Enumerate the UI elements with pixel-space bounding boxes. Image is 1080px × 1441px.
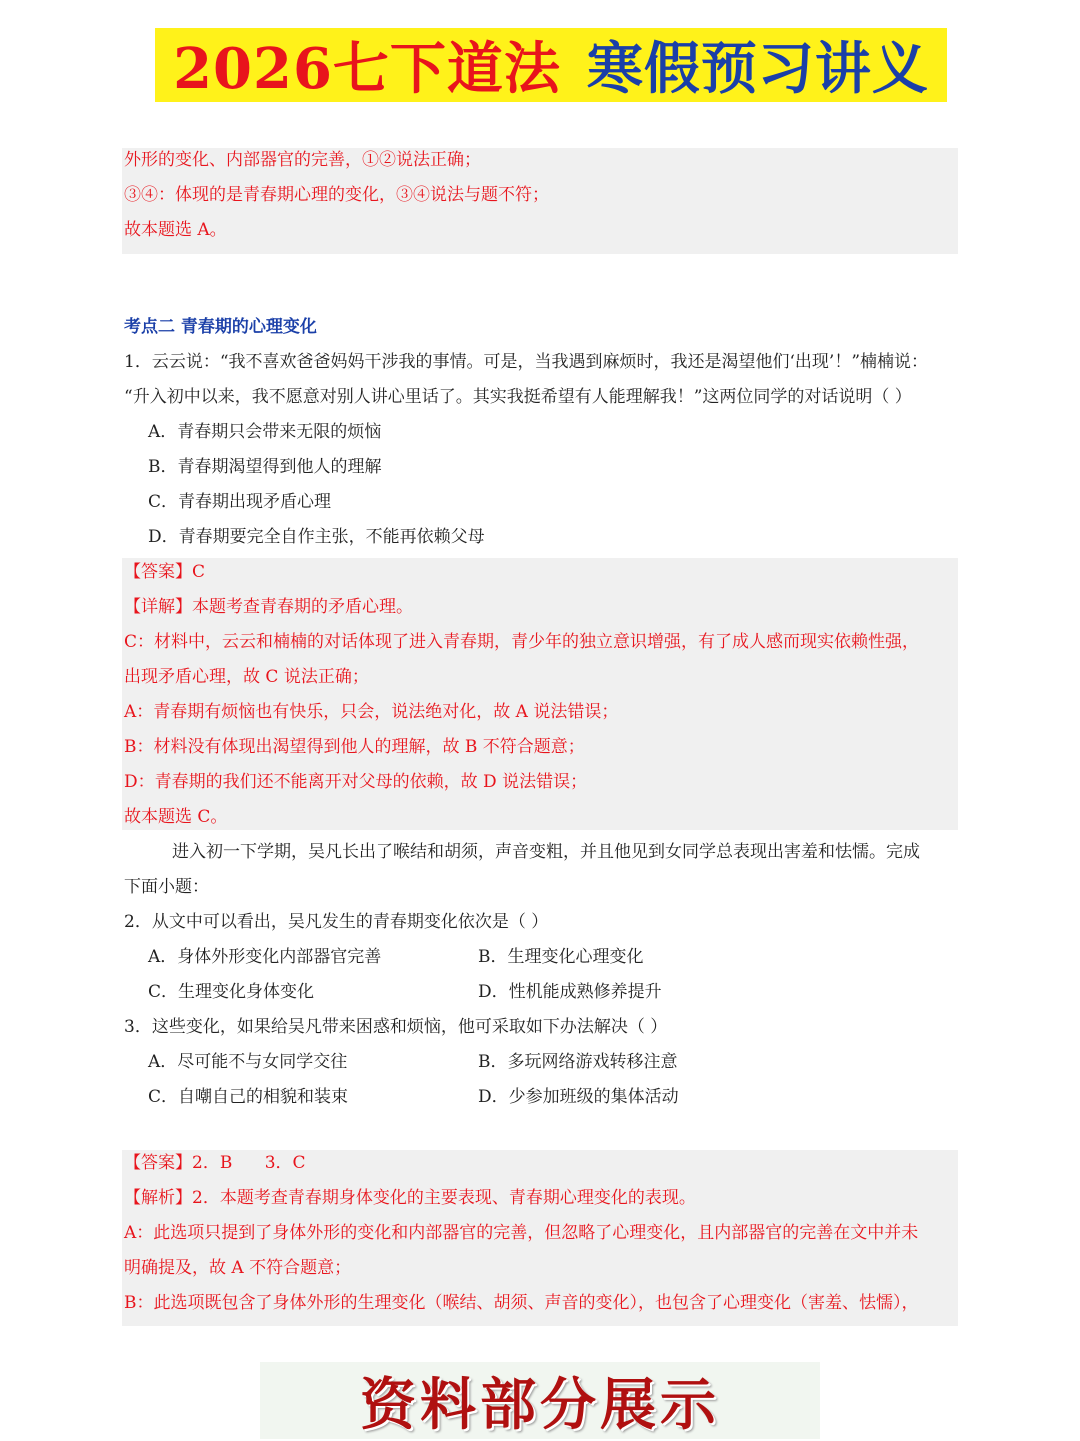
q3-option-a: A．尽可能不与女同学交往 [148, 1052, 348, 1072]
q1-detail [124, 595, 413, 619]
q2-option-d: D．性机能成熟修养提升 [478, 982, 662, 1002]
footer-banner [260, 1362, 820, 1439]
q3-option-b: B．多玩网络游戏转移注意 [478, 1052, 678, 1072]
answer-label: 【答案】 [124, 1153, 192, 1173]
passage-text: 下面小题： [124, 877, 209, 897]
header-title-blue: 寒假预习讲义 [586, 36, 929, 102]
q2-option-b: B．生理变化心理变化 [478, 947, 644, 967]
answer-value: C [192, 562, 206, 582]
q23-answer [124, 1151, 306, 1175]
header-title-red: 2026七下道法 [173, 36, 561, 102]
q2-option-a: A．身体外形变化内部器官完善 [148, 947, 382, 967]
analysis-text: 2．本题考查青春期身体变化的主要表现、青春期心理变化的表现。 [192, 1188, 696, 1208]
q3-option-c: C．自嘲自己的相貌和装束 [148, 1087, 349, 1107]
explain-line: 外形的变化、内部器官的完善，①②说法正确； [124, 150, 481, 170]
q1-explain-line: 故本题选 C。 [124, 807, 228, 827]
q1-answer [124, 560, 205, 584]
q1-option-c: C．青春期出现矛盾心理 [148, 492, 332, 512]
q1-option-a: A．青春期只会带来无限的烦恼 [148, 422, 382, 442]
analysis-label: 【解析】 [124, 1188, 192, 1208]
explain-line: 故本题选 A。 [124, 220, 227, 240]
q3-stem: 3．这些变化，如果给吴凡带来困惑和烦恼，他可采取如下办法解决（ ） [124, 1017, 668, 1037]
q1-explain-line: B：材料没有体现出渴望得到他人的理解，故 B 不符合题意； [124, 737, 585, 757]
q23-analysis [124, 1186, 696, 1210]
q1-stem: 1．云云说：“我不喜欢爸爸妈妈干涉我的事情。可是，当我遇到麻烦时，我还是渴望他们‘出现’！”楠楠说： [124, 352, 929, 372]
q23-explain-line: B：此选项既包含了身体外形的生理变化（喉结、胡须、声音的变化），也包含了心理变化（害羞、怯懦）， [124, 1293, 919, 1313]
answer-label: 【答案】 [124, 562, 192, 582]
q1-explain-line: 出现矛盾心理，故 C 说法正确； [124, 667, 369, 687]
q23-explain-line: A：此选项只提到了身体外形的变化和内部器官的完善，但忽略了心理变化，且内部器官的完善在文中并未 [124, 1223, 919, 1243]
answer-value: 2．B 3．C [192, 1153, 306, 1173]
q23-explain-line: 明确提及，故 A 不符合题意； [124, 1258, 352, 1278]
passage-text: 进入初一下学期，吴凡长出了喉结和胡须，声音变粗，并且他见到女同学总表现出害羞和怯懦。完成 [172, 842, 920, 862]
q2-option-c: C．生理变化身体变化 [148, 982, 315, 1002]
q1-option-b: B．青春期渴望得到他人的理解 [148, 457, 382, 477]
footer-label: 资料部分展示 [360, 1371, 720, 1438]
section-title: 考点二 青春期的心理变化 [124, 317, 317, 337]
q3-option-d: D．少参加班级的集体活动 [478, 1087, 679, 1107]
q2-stem: 2．从文中可以看出，吴凡发生的青春期变化依次是（ ） [124, 912, 549, 932]
q1-explain-line: A：青春期有烦恼也有快乐，只会，说法绝对化，故 A 说法错误； [124, 702, 619, 722]
q1-stem: “升入初中以来，我不愿意对别人讲心里话了。其实我挺希望有人能理解我！”这两位同学的对话说明（ ） [124, 387, 912, 407]
detail-label: 【详解】 [124, 597, 192, 617]
q1-explain-line: D：青春期的我们还不能离开对父母的依赖，故 D 说法错误； [124, 772, 588, 792]
q1-explain-line: C：材料中，云云和楠楠的对话体现了进入青春期，青少年的独立意识增强，有了成人感而现实依赖性强， [124, 632, 920, 652]
header-banner [155, 28, 947, 102]
detail-text: 本题考查青春期的矛盾心理。 [192, 597, 413, 617]
explain-line: ③④：体现的是青春期心理的变化，③④说法与题不符； [124, 185, 549, 205]
q1-option-d: D．青春期要完全自作主张，不能再依赖父母 [148, 527, 485, 547]
